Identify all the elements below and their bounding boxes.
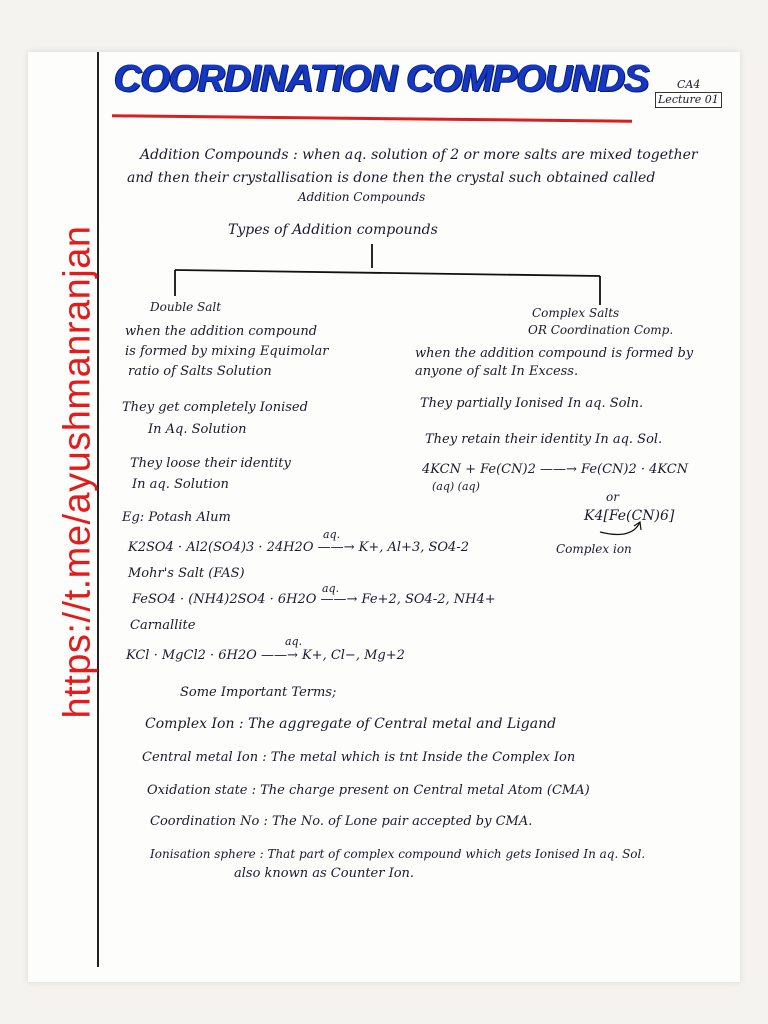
complex-salt-states: (aq) (aq) [432,480,480,493]
complex-salt-line: when the addition compound is formed by [415,346,694,361]
watermark-text: https://t.me/ayushmanranjan [56,225,99,719]
complex-ion-label: Complex ion [556,542,632,556]
double-salt-heading: Double Salt [150,300,222,314]
example-label: Eg: Potash Alum [122,510,231,525]
term-coordination-no: Coordination No : The No. of Lone pair accepted by CMA. [150,814,533,829]
mohr-arrow-label: aq. [322,582,340,595]
complex-salt-heading: Complex Salts [532,306,620,320]
double-salt-line: In Aq. Solution [148,422,247,437]
side-note-lecture: Lecture 01 [655,92,722,108]
carnallite-arrow-label: aq. [285,635,303,648]
mohr-salt-label: Mohr's Salt (FAS) [128,566,245,581]
complex-salt-equation: 4KCN + Fe(CN)2 ——→ Fe(CN)2 · 4KCN [422,462,689,477]
double-salt-line: is formed by mixing Equimolar [125,344,329,359]
definition-line-1: Addition Compounds : when aq. solution of 2 or more salts are mixed together [140,147,698,163]
types-heading: Types of Addition compounds [228,222,438,238]
carnallite-equation: KCl · MgCl2 · 6H2O ——→ K+, Cl−, Mg+2 [126,648,405,663]
side-note-code: CA4 [677,78,701,91]
double-salt-line: They loose their identity [130,456,291,471]
double-salt-line: ratio of Salts Solution [128,364,272,379]
complex-salt-or: or [606,490,619,504]
mohr-salt-equation: FeSO4 · (NH4)2SO4 · 6H2O ——→ Fe+2, SO4-2, NH4+ [132,592,496,607]
alum-equation: K2SO4 · Al2(SO4)3 · 24H2O ——→ K+, Al+3, SO4-2 [128,540,469,555]
complex-salt-formula: K4[Fe(CN)6] [584,508,675,524]
term-central-metal-ion: Central metal Ion : The metal which is tnt Inside the Complex Ion [142,750,576,765]
terms-heading: Some Important Terms; [180,685,337,700]
double-salt-line: In aq. Solution [132,477,229,492]
complex-salt-line: anyone of salt In Excess. [415,364,579,379]
term-ionisation-sphere: Ionisation sphere : That part of complex compound which gets Ionised In aq. Sol. [150,847,646,861]
term-counter-ion: also known as Counter Ion. [234,866,415,881]
complex-salt-line: They partially Ionised In aq. Soln. [420,396,644,411]
alum-arrow-label: aq. [323,528,341,541]
carnallite-label: Carnallite [130,618,196,633]
page-title: COORDINATION COMPOUNDS [114,58,649,100]
complex-salt-subheading: OR Coordination Comp. [528,323,674,337]
double-salt-line: when the addition compound [125,324,318,339]
term-complex-ion: Complex Ion : The aggregate of Central metal and Ligand [145,716,557,732]
complex-salt-line: They retain their identity In aq. Sol. [425,432,663,447]
double-salt-line: They get completely Ionised [122,400,308,415]
definition-line-2: and then their crystallisation is done then the crystal such obtained called [127,170,656,186]
term-oxidation-state: Oxidation state : The charge present on Central metal Atom (CMA) [147,783,590,798]
definition-line-3: Addition Compounds [298,190,426,204]
